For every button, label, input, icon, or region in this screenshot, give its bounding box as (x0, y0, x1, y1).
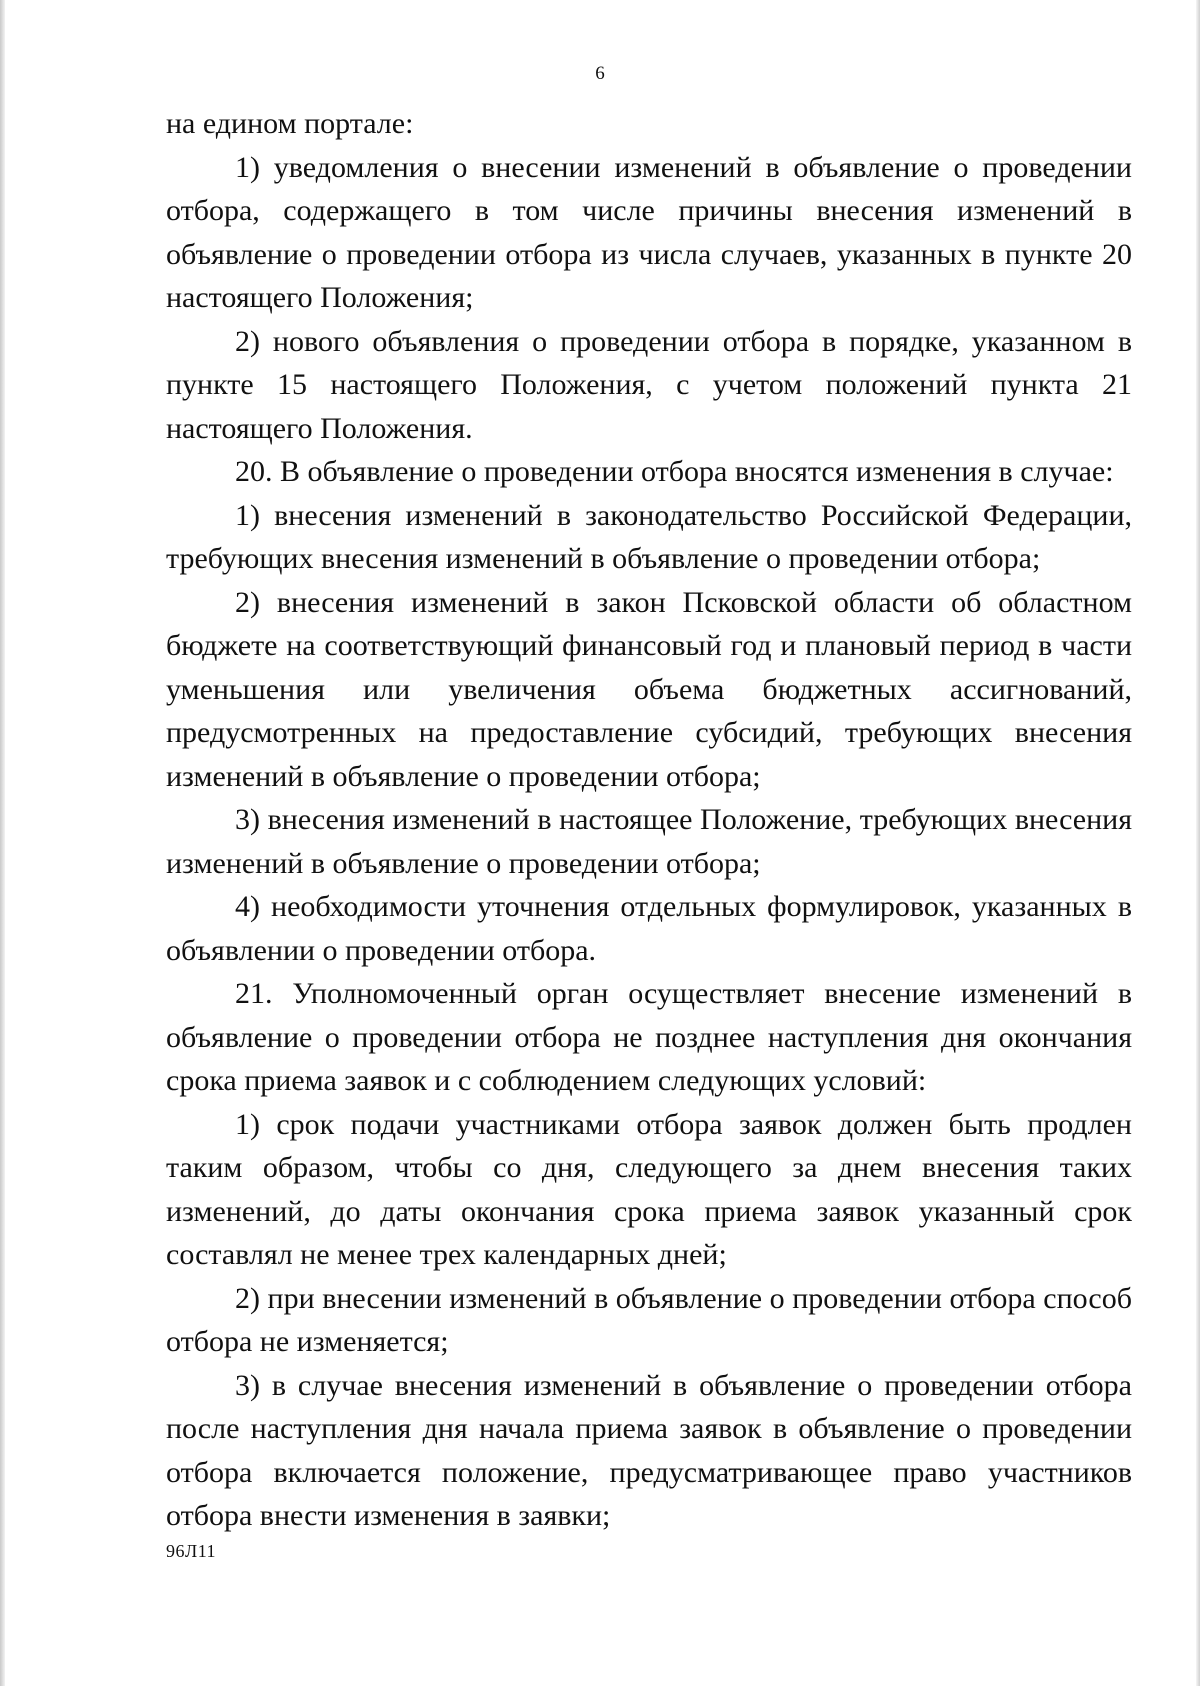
paragraph: 1) срок подачи участниками отбора заявок должен быть продлен таким образом, чтобы со дня, следующего за днем внесения таких изменений, до даты окончания срока приема заявок указанный срок составлял не менее трех календарных дней; (166, 1107, 1132, 1271)
document-body (166, 102, 1132, 1538)
paragraph: 1) внесения изменений в законодательство Российской Федерации, требующих внесения изменений в объявление о проведении отбора; (166, 498, 1132, 575)
paragraph: 4) необходимости уточнения отдельных формулировок, указанных в объявлении о проведении отбора. (166, 890, 1132, 967)
scan-edge-right (1196, 0, 1200, 1686)
paragraph: 2) внесения изменений в закон Псковской области об областном бюджете на соответствующий финансовый год и плановый период в части уменьшения или увеличения объема бюджетных ассигнований, предусмотренных на предоставление субсидий, требующих внесения изменений в объявление о проведении отбора; (166, 585, 1132, 793)
paragraph: 1) уведомления о внесении изменений в объявление о проведении отбора, содержащего в том числе причины внесения изменений в объявление о проведении отбора из числа случаев, указанных в пункте 20 настоящего Положения; (166, 150, 1132, 314)
page-number: 6 (595, 63, 605, 84)
paragraph: 21. Уполномоченный орган осуществляет внесение изменений в объявление о проведении отбора не позднее наступления дня окончания срока приема заявок и с соблюдением следующих условий: (166, 977, 1132, 1097)
paragraph: 2) при внесении изменений в объявление о проведении отбора способ отбора не изменяется; (166, 1281, 1132, 1358)
paragraph: 3) внесения изменений в настоящее Положение, требующих внесения изменений в объявление о проведении отбора; (166, 803, 1132, 880)
paragraph: на едином портале: (166, 107, 414, 140)
footer-code: 96Л11 (166, 1541, 217, 1561)
scan-edge-left (0, 0, 5, 1686)
paragraph: 2) нового объявления о проведении отбора в порядке, указанном в пункте 15 настоящего Положения, с учетом положений пункта 21 настоящего Положения. (166, 324, 1132, 445)
paragraph: 3) в случае внесения изменений в объявление о проведении отбора после наступления дня начала приема заявок в объявление о проведении отбора включается положение, предусматривающее право участников отбора внести изменения в заявки; (166, 1368, 1132, 1532)
paragraph: 20. В объявление о проведении отбора вносятся изменения в случае: (235, 455, 1114, 488)
